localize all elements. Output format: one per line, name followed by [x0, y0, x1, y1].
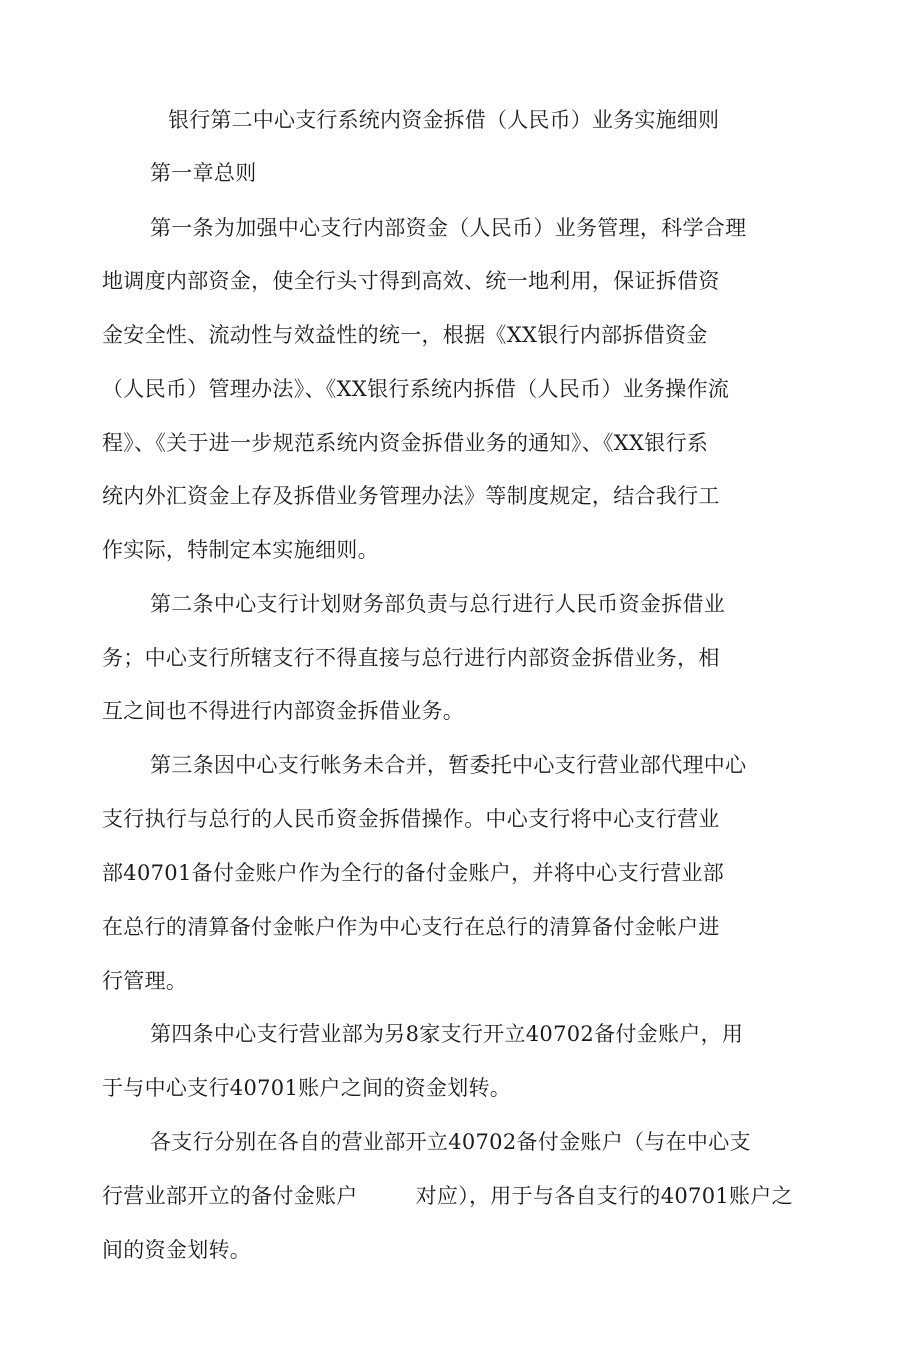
article1-line: （人民币）管理办法》、《XX银行系统内拆借（人民币）业务操作流 — [102, 377, 730, 401]
article2-line: 务；中心支行所辖支行不得直接与总行进行内部资金拆借业务，相 — [102, 646, 720, 670]
article4-line: 于与中心支行40701账户之间的资金划转。 — [102, 1076, 512, 1100]
article3-line: 支行执行与总行的人民币资金拆借操作。中心支行将中心支行营业 — [102, 807, 720, 831]
article3-line: 在总行的清算备付金帐户作为中心支行在总行的清算备付金帐户进 — [102, 915, 720, 939]
para5-line2-part2: 对应），用于与各自支行的40701账户之 — [415, 1184, 793, 1208]
article1-line: 作实际，特制定本实施细则。 — [102, 538, 379, 562]
chapter-heading: 第一章总则 — [150, 161, 257, 185]
article3-line: 部40701备付金账户作为全行的备付金账户，并将中心支行营业部 — [102, 861, 725, 885]
article4-line: 第四条中心支行营业部为另8家支行开立40702备付金账户，用 — [150, 1022, 744, 1046]
article3-line: 行管理。 — [102, 969, 188, 993]
article1-line: 程》、《关于进一步规范系统内资金拆借业务的通知》、《XX银行系 — [102, 431, 709, 455]
para5-line: 间的资金划转。 — [102, 1238, 252, 1262]
article1-line: 地调度内部资金，使全行头寸得到高效、统一地利用，保证拆借资 — [102, 269, 720, 293]
article3-line: 第三条因中心支行帐务未合并，暂委托中心支行营业部代理中心 — [150, 753, 747, 777]
para5-line2-part1: 行营业部开立的备付金账户 — [102, 1184, 358, 1208]
article2-line: 互之间也不得进行内部资金拆借业务。 — [102, 699, 465, 723]
article1-line: 第一条为加强中心支行内部资金（人民币）业务管理，科学合理 — [150, 216, 747, 240]
article2-line: 第二条中心支行计划财务部负责与总行进行人民币资金拆借业 — [150, 592, 726, 616]
para5-line: 各支行分别在各自的营业部开立40702备付金账户（与在中心支 — [150, 1130, 751, 1154]
para5-line — [102, 1181, 793, 1211]
article1-line: 统内外汇资金上存及拆借业务管理办法》等制度规定，结合我行工 — [102, 484, 720, 508]
document-title: 银行第二中心支行系统内资金拆借（人民币）业务实施细则 — [168, 108, 720, 132]
article1-line: 金安全性、流动性与效益性的统一，根据《XX银行内部拆借资金 — [102, 323, 708, 347]
